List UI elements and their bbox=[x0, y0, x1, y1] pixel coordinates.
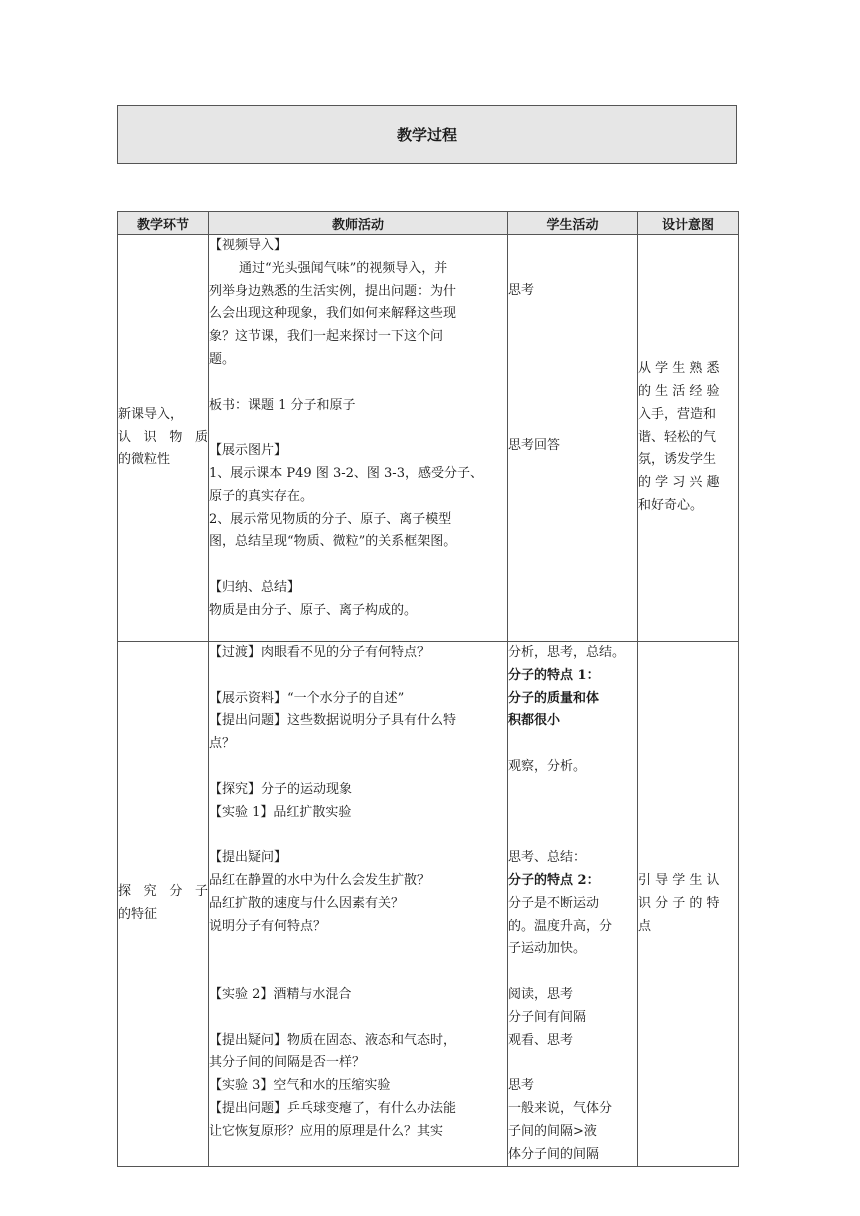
teacher-text: 图，总结呈现“物质、微粒”的关系框架图。 bbox=[209, 534, 457, 550]
teacher-text: 【归纳、总结】 bbox=[209, 579, 301, 595]
table-row bbox=[118, 235, 739, 642]
table-row bbox=[118, 642, 739, 1167]
intent-text: 和好奇心。 bbox=[638, 497, 704, 513]
teacher-activity-cell bbox=[209, 235, 508, 642]
student-activity-cell bbox=[508, 642, 638, 1167]
student-text: 思考回答 bbox=[508, 437, 561, 453]
teacher-text: 题。 bbox=[209, 351, 236, 367]
student-text: 分子的特点 2： bbox=[508, 872, 600, 888]
student-text: 分子的质量和体 bbox=[508, 690, 600, 706]
teacher-text: 通过“光头强闻气味”的视频导入，并 bbox=[239, 260, 448, 276]
teacher-text: 【过渡】肉眼看不见的分子有何特点？ bbox=[209, 645, 431, 660]
intent-text: 氛，诱发学生 bbox=[638, 452, 717, 468]
student-text: 一般来说，气体分 bbox=[508, 1100, 613, 1116]
teacher-text: 么会出现这种现象，我们如何来解释这些现 bbox=[209, 306, 457, 322]
header-teacher: 教师活动 bbox=[209, 212, 508, 235]
intent-text: 谐、轻松的气 bbox=[638, 429, 717, 445]
teacher-text: 原子的真实存在。 bbox=[209, 488, 314, 504]
student-text: 分析，思考，总结。 bbox=[508, 645, 626, 660]
student-text: 的。温度升高，分 bbox=[508, 918, 613, 934]
teacher-text: 说明分子有何特点？ bbox=[209, 918, 327, 934]
student-text: 分子是不断运动 bbox=[508, 895, 600, 911]
design-intent-cell bbox=[638, 235, 739, 642]
intent-text: 引 导 学 生 认 bbox=[638, 872, 720, 888]
teacher-text: 品红在静置的水中为什么会发生扩散？ bbox=[209, 872, 431, 888]
teacher-text: 【展示图片】 bbox=[209, 443, 288, 459]
section-banner bbox=[117, 105, 737, 164]
header-stage: 教学环节 bbox=[118, 212, 209, 235]
teacher-text: 让它恢复原形？应用的原理是什么？其实 bbox=[209, 1123, 444, 1139]
teacher-text: 【探究】分子的运动现象 bbox=[209, 781, 353, 797]
teacher-text: 【视频导入】 bbox=[209, 238, 288, 253]
intent-text: 识 分 子 的 特 bbox=[638, 895, 720, 911]
intent-text: 点 bbox=[638, 918, 652, 934]
student-text: 观看、思考 bbox=[508, 1032, 574, 1048]
header-student: 学生活动 bbox=[508, 212, 638, 235]
student-text: 思考、总结： bbox=[508, 850, 587, 866]
teacher-text: 点？ bbox=[209, 736, 236, 752]
teacher-text: 【提出问题】乒乓球变瘪了，有什么办法能 bbox=[209, 1100, 457, 1116]
student-text: 子间的间隔>液 bbox=[508, 1123, 597, 1139]
student-text: 阅读，思考 bbox=[508, 986, 574, 1002]
student-text: 分子间有间隔 bbox=[508, 1009, 587, 1025]
teacher-text: 其分子间的间隔是否一样？ bbox=[209, 1055, 366, 1071]
teacher-text: 【实验 3】空气和水的压缩实验 bbox=[209, 1078, 391, 1094]
teacher-text: 2、展示常见物质的分子、原子、离子模型 bbox=[209, 511, 452, 527]
teacher-text: 【实验 2】酒精与水混合 bbox=[209, 986, 352, 1002]
student-text: 体分子间的间隔 bbox=[508, 1146, 600, 1162]
teacher-text: 【提出疑问】 bbox=[209, 850, 288, 866]
teacher-text: 板书：课题 1 分子和原子 bbox=[209, 397, 356, 413]
teacher-text: 列举身边熟悉的生活实例，提出问题：为什 bbox=[209, 283, 457, 299]
student-text: 子运动加快。 bbox=[508, 941, 587, 957]
teacher-text: 【提出疑问】物质在固态、液态和气态时， bbox=[209, 1032, 457, 1048]
teacher-text: 【实验 1】品红扩散实验 bbox=[209, 804, 352, 820]
intent-text: 入手，营造和 bbox=[638, 406, 717, 422]
teacher-activity-cell bbox=[209, 642, 508, 1167]
intent-text: 的 学 习 兴 趣 bbox=[638, 475, 720, 491]
stage-cell bbox=[118, 642, 209, 1167]
table-header-row bbox=[118, 212, 739, 235]
teacher-text: 【提出问题】这些数据说明分子具有什么特 bbox=[209, 713, 457, 729]
teacher-text: 象？这节课，我们一起来探讨一下这个问 bbox=[209, 329, 444, 345]
design-intent-cell bbox=[638, 642, 739, 1167]
student-text: 分子的特点 1： bbox=[508, 667, 600, 683]
intent-text: 的 生 活 经 验 bbox=[638, 384, 720, 399]
student-text: 思考 bbox=[508, 283, 535, 298]
teacher-text: 品红扩散的速度与什么因素有关？ bbox=[209, 895, 405, 911]
stage-text: 认 识 物 质 bbox=[118, 429, 208, 445]
student-text: 思考 bbox=[508, 1078, 535, 1094]
stage-text: 的微粒性 bbox=[118, 452, 171, 468]
stage-text: 探 究 分 子 bbox=[118, 884, 208, 900]
stage-text: 新课导入， bbox=[118, 406, 184, 422]
stage-text: 的特征 bbox=[118, 907, 158, 923]
teaching-process-table bbox=[117, 211, 739, 1167]
header-intent: 设计意图 bbox=[638, 212, 739, 235]
intent-text: 从 学 生 熟 悉 bbox=[638, 361, 720, 377]
stage-cell bbox=[118, 235, 209, 642]
teacher-text: 物质是由分子、原子、离子构成的。 bbox=[209, 602, 418, 618]
student-activity-cell bbox=[508, 235, 638, 642]
student-text: 观察，分析。 bbox=[508, 758, 587, 774]
student-text: 积都很小 bbox=[508, 713, 561, 729]
teacher-text: 【展示资料】“一个水分子的自述” bbox=[209, 690, 405, 706]
teacher-text: 1、展示课本 P49 图 3-2、图 3-3，感受分子、 bbox=[209, 465, 483, 481]
section-title: 教学过程 bbox=[396, 126, 457, 144]
